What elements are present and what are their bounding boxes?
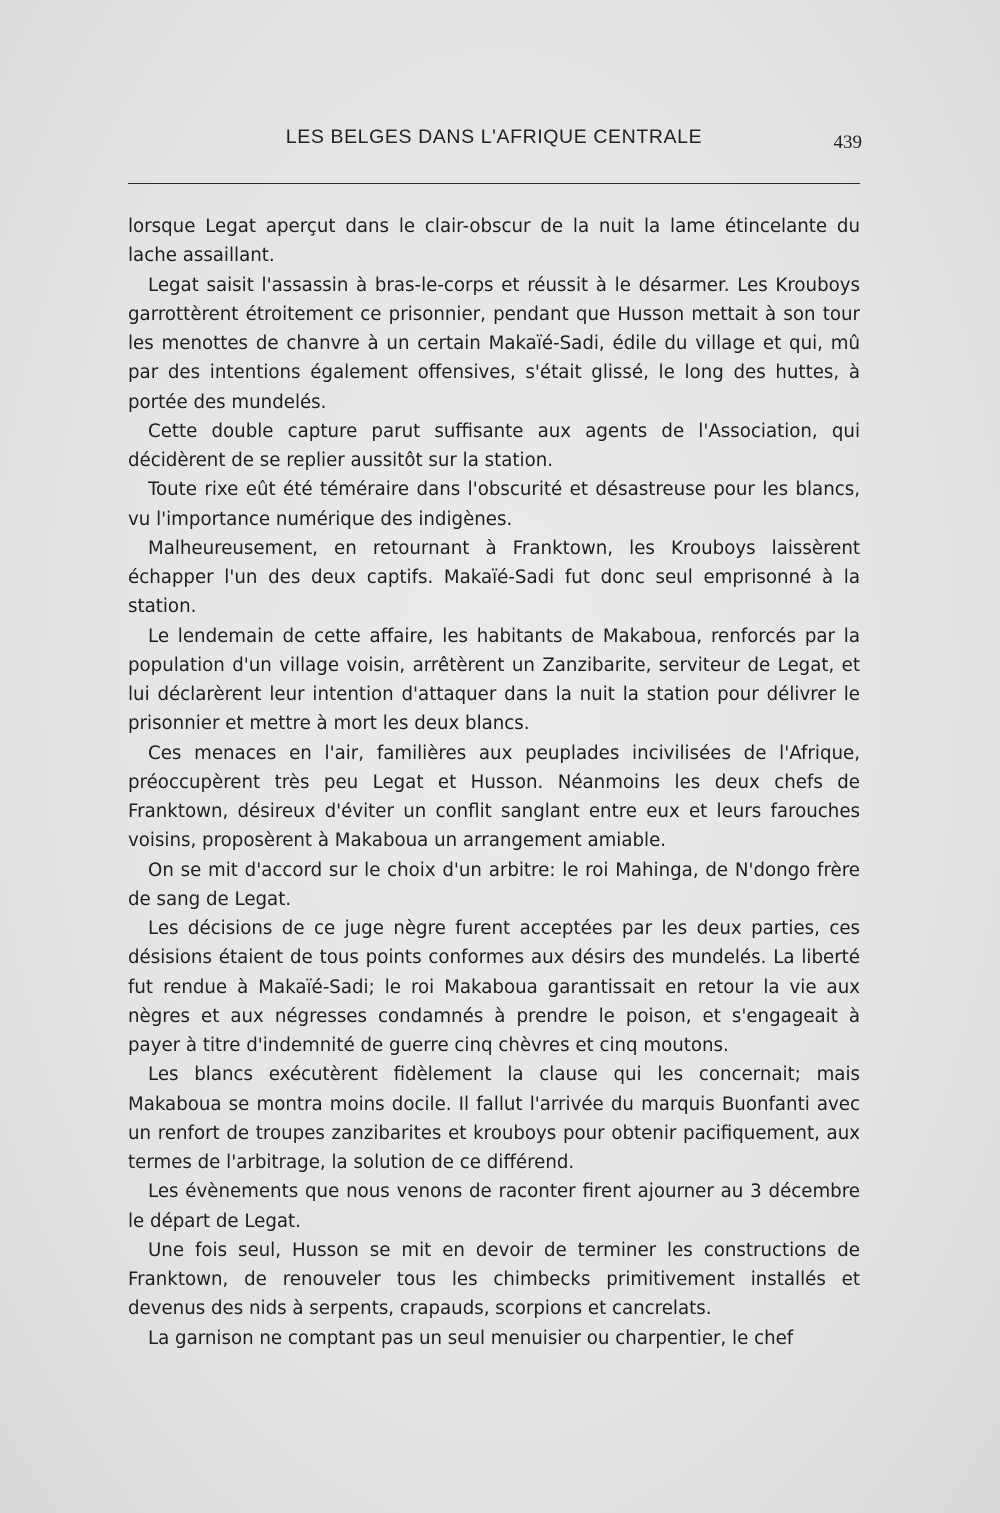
body-text [128,212,860,1353]
paragraph-2: Legat saisit l'assassin à bras-le-corps et réussit à le désarmer. Les Krouboys garrottèrent étroitement ce prisonnier, pendant que Husson mettait à son tour les menottes de chanvre à un certain Makaïé-Sadi, édile du village et qui, mû par des intentions également offensives, s'était glissé, le long des huttes, à portée des mundelés. [128,274,860,413]
paragraph-9: Les décisions de ce juge nègre furent acceptées par les deux parties, ces désisions étaient de tous points conformes aux désirs des mundelés. La liberté fut rendue à Makaïé-Sadi; le roi Makaboua garantissait en retour la vie aux nègres et aux négresses condamnés à prendre le poison, et s'engageait à payer à titre d'indemnité de guerre cinq chèvres et cinq moutons. [128,918,860,1056]
paragraph-6: Le lendemain de cette affaire, les habitants de Makaboua, renforcés par la population d'un village voisin, arrêtèrent un Zanzibarite, serviteur de Legat, et lui déclarèrent leur intention d'attaquer dans la nuit la station pour délivrer le prisonnier et mettre à mort les deux blancs. [128,625,860,735]
paragraph-13: La garnison ne comptant pas un seul menuisier ou charpentier, le chef [148,1327,794,1349]
paragraph-5: Malheureusement, en retournant à Franktown, les Krouboys laissèrent échapper l'un des deux captifs. Makaïé-Sadi fut donc seul emprisonné à la station. [128,537,860,618]
paragraph-7: Ces menaces en l'air, familières aux peuplades incivilisées de l'Afrique, préoccupèrent très peu Legat et Husson. Néanmoins les deux chefs de Franktown, désireux d'éviter un conflit sanglant entre eux et leurs farouches voisins, proposèrent à Makaboua un arrangement amiable. [128,742,860,852]
paragraph-1: lorsque Legat aperçut dans le clair-obscur de la nuit la lame étincelante du lache assaillant. [128,216,860,267]
paragraph-10: Les blancs exécutèrent fidèlement la clause qui les concernait; mais Makaboua se montra moins docile. Il fallut l'arrivée du marquis Buonfanti avec un renfort de troupes zanzibarites et krouboys pour obtenir pacifiquement, aux termes de l'arbitrage, la solution de ce différend. [128,1064,860,1173]
paragraph-8: On se mit d'accord sur le choix d'un arbitre: le roi Mahinga, de N'dongo frère de sang de Legat. [128,859,860,910]
running-title: LES BELGES DANS L'AFRIQUE CENTRALE [285,126,703,148]
paragraph-3: Cette double capture parut suffisante aux agents de l'Association, qui décidèrent de se replier aussitôt sur la station. [128,420,860,471]
running-head [128,126,860,156]
page-number: 439 [833,132,862,153]
paragraph-12: Une fois seul, Husson se mit en devoir de terminer les constructions de Franktown, de renouveler tous les chimbecks primitivement installés et devenus des nids à serpents, crapauds, scorpions et cancrelats. [128,1239,860,1320]
paragraph-4: Toute rixe eût été téméraire dans l'obscurité et désastreuse pour les blancs, vu l'importance numérique des indigènes. [128,479,860,530]
paragraph-11: Les évènements que nous venons de raconter firent ajourner au 3 décembre le départ de Legat. [128,1181,860,1232]
header-rule [128,183,860,184]
